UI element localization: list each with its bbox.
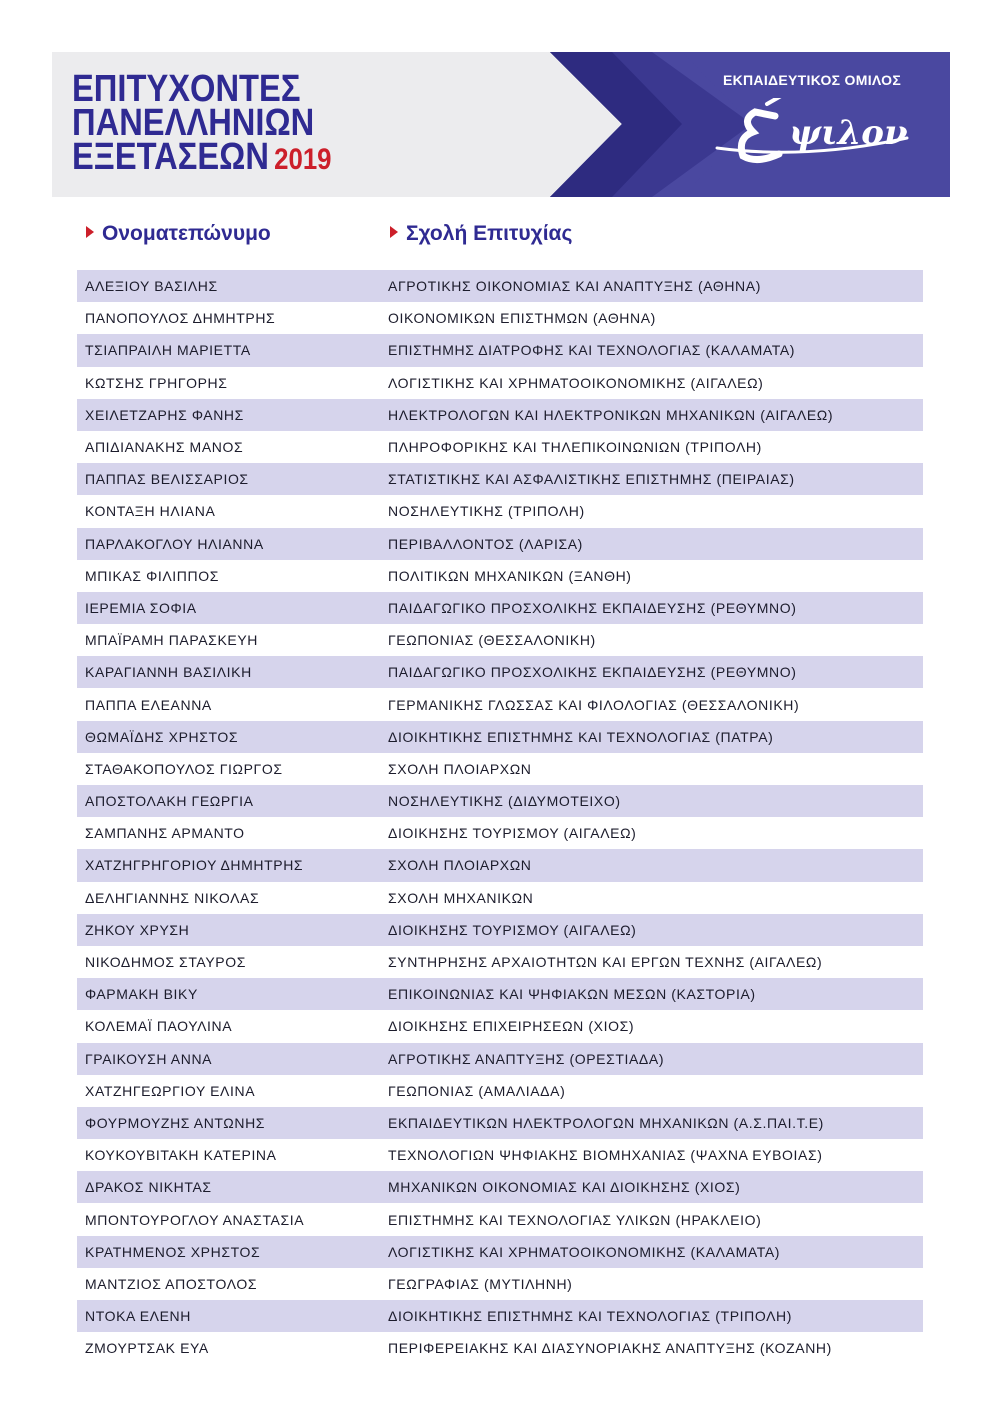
student-name: ΜΠΙΚΑΣ ΦΙΛΙΠΠΟΣ	[85, 567, 219, 584]
student-name: ΓΡΑΙΚΟΥΣΗ ΑΝΝΑ	[85, 1050, 213, 1067]
admitted-school: ΠΟΛΙΤΙΚΩΝ ΜΗΧΑΝΙΚΩΝ (ΞΑΝΘΗ)	[388, 567, 632, 584]
table-row	[77, 785, 923, 817]
column-header-school-label: Σχολή Επιτυχίας	[406, 222, 573, 245]
student-name: ΣΤΑΘΑΚΟΠΟΥΛΟΣ ΓΙΩΡΓΟΣ	[85, 760, 283, 777]
student-name: ΚΟΝΤΑΞΗ ΗΛΙΑΝΑ	[85, 503, 216, 520]
student-name: ΑΠΙΔΙΑΝΑΚΗΣ ΜΑΝΟΣ	[85, 439, 244, 456]
table-row	[77, 1171, 923, 1203]
table-row	[77, 688, 923, 720]
admitted-school: ΠΑΙΔΑΓΩΓΙΚΟ ΠΡΟΣΧΟΛΙΚΗΣ ΕΚΠΑΙΔΕΥΣΗΣ (ΡΕΘΥΜΝΟ)	[388, 664, 797, 681]
table-row	[77, 592, 923, 624]
admitted-school: ΔΙΟΙΚΗΣΗΣ ΕΠΙΧΕΙΡΗΣΕΩΝ (ΧΙΟΣ)	[388, 1018, 635, 1035]
student-name: ΜΠΟΝΤΟΥΡΟΓΛΟΥ ΑΝΑΣΤΑΣΙΑ	[85, 1211, 305, 1228]
admitted-school: ΤΕΧΝΟΛΟΓΙΩΝ ΨΗΦΙΑΚΗΣ ΒΙΟΜΗΧΑΝΙΑΣ (ΨΑΧΝΑ ΕΥΒΟΙΑΣ)	[388, 1147, 823, 1164]
student-name: ΔΕΛΗΓΙΑΝΝΗΣ ΝΙΚΟΛΑΣ	[85, 889, 260, 906]
student-name: ΤΣΙΑΠΡΑΙΛΗ ΜΑΡΙΕΤΤΑ	[85, 342, 251, 359]
student-name: ΠΑΠΠΑ ΕΛΕΑΝΝΑ	[85, 696, 212, 713]
table-row	[77, 270, 923, 302]
table-row	[77, 463, 923, 495]
header-banner	[52, 52, 950, 197]
admitted-school: ΔΙΟΙΚΗΣΗΣ ΤΟΥΡΙΣΜΟΥ (ΑΙΓΑΛΕΩ)	[388, 825, 637, 842]
student-name: ΚΟΛΕΜΑΪ ΠΑΟΥΛΙΝΑ	[85, 1018, 233, 1035]
student-name: ΣΑΜΠΑΝΗΣ ΑΡΜΑΝΤΟ	[85, 825, 245, 842]
title-line-3-text: ΕΞΕΤΑΣΕΩΝ	[72, 136, 269, 178]
student-name: ΖΜΟΥΡΤΣΑΚ ΕΥΑ	[85, 1340, 209, 1357]
admitted-school: ΣΧΟΛΗ ΠΛΟΙΑΡΧΩΝ	[388, 857, 532, 874]
table-row	[77, 721, 923, 753]
admitted-school: ΗΛΕΚΤΡΟΛΟΓΩΝ ΚΑΙ ΗΛΕΚΤΡΟΝΙΚΩΝ ΜΗΧΑΝΙΚΩΝ (ΑΙΓΑΛΕΩ)	[388, 406, 834, 423]
triangle-arrow-icon	[86, 226, 94, 238]
student-name: ΠΑΝΟΠΟΥΛΟΣ ΔΗΜΗΤΡΗΣ	[85, 310, 276, 327]
student-name: ΦΟΥΡΜΟΥΖΗΣ ΑΝΤΩΝΗΣ	[85, 1114, 266, 1131]
student-name: ΘΩΜΑΪΔΗΣ ΧΡΗΣΤΟΣ	[85, 728, 239, 745]
admitted-school: ΕΠΙΣΤΗΜΗΣ ΔΙΑΤΡΟΦΗΣ ΚΑΙ ΤΕΧΝΟΛΟΓΙΑΣ (ΚΑΛΑΜΑΤΑ)	[388, 342, 796, 359]
table-row	[77, 367, 923, 399]
column-header-name	[86, 222, 271, 246]
table-row	[77, 528, 923, 560]
brand-logo	[697, 98, 927, 178]
student-name: ΝΤΟΚΑ ΕΛΕΝΗ	[85, 1308, 191, 1325]
brand-name: ΕΚΠΑΙΔΕΥΤΙΚΟΣ ΟΜΙΛΟΣ	[722, 72, 902, 88]
table-row	[77, 431, 923, 463]
admitted-school: ΔΙΟΙΚΗΤΙΚΗΣ ΕΠΙΣΤΗΜΗΣ ΚΑΙ ΤΕΧΝΟΛΟΓΙΑΣ (ΠΑΤΡΑ)	[388, 728, 774, 745]
student-name: ΦΑΡΜΑΚΗ ΒΙΚΥ	[85, 986, 198, 1003]
column-header-school	[390, 222, 572, 246]
table-row	[77, 882, 923, 914]
table-row	[77, 1236, 923, 1268]
admitted-school: ΠΛΗΡΟΦΟΡΙΚΗΣ ΚΑΙ ΤΗΛΕΠΙΚΟΙΝΩΝΙΩΝ (ΤΡΙΠΟΛΗ)	[388, 439, 762, 456]
admitted-school: ΟΙΚΟΝΟΜΙΚΩΝ ΕΠΙΣΤΗΜΩΝ (ΑΘΗΝΑ)	[388, 310, 656, 327]
student-name: ΧΑΤΖΗΓΕΩΡΓΙΟΥ ΕΛΙΝΑ	[85, 1082, 256, 1099]
admitted-school: ΛΟΓΙΣΤΙΚΗΣ ΚΑΙ ΧΡΗΜΑΤΟΟΙΚΟΝΟΜΙΚΗΣ (ΑΙΓΑΛΕΩ)	[388, 374, 764, 391]
student-name: ΑΛΕΞΙΟΥ ΒΑΣΙΛΗΣ	[85, 278, 218, 295]
admitted-school: ΣΧΟΛΗ ΠΛΟΙΑΡΧΩΝ	[388, 760, 532, 777]
admitted-school: ΔΙΟΙΚΗΣΗΣ ΤΟΥΡΙΣΜΟΥ (ΑΙΓΑΛΕΩ)	[388, 921, 637, 938]
student-name: ΠΑΡΛΑΚΟΓΛΟΥ ΗΛΙΑΝΝΑ	[85, 535, 264, 552]
admitted-school: ΓΕΡΜΑΝΙΚΗΣ ΓΛΩΣΣΑΣ ΚΑΙ ΦΙΛΟΛΟΓΙΑΣ (ΘΕΣΣΑΛΟΝΙΚΗ)	[388, 696, 800, 713]
admitted-school: ΕΚΠΑΙΔΕΥΤΙΚΩΝ ΗΛΕΚΤΡΟΛΟΓΩΝ ΜΗΧΑΝΙΚΩΝ (Α.Σ.ΠΑΙ.Τ.Ε)	[388, 1114, 824, 1131]
table-row	[77, 560, 923, 592]
table-row	[77, 399, 923, 431]
student-name: ΑΠΟΣΤΟΛΑΚΗ ΓΕΩΡΓΙΑ	[85, 793, 254, 810]
brand	[697, 72, 927, 182]
table-row	[77, 1139, 923, 1171]
admitted-school: ΝΟΣΗΛΕΥΤΙΚΗΣ (ΔΙΔΥΜΟΤΕΙΧΟ)	[388, 793, 621, 810]
table-row	[77, 914, 923, 946]
admitted-school: ΕΠΙΣΤΗΜΗΣ ΚΑΙ ΤΕΧΝΟΛΟΓΙΑΣ ΥΛΙΚΩΝ (ΗΡΑΚΛΕΙΟ)	[388, 1211, 762, 1228]
table-row	[77, 1203, 923, 1235]
student-name: ΠΑΠΠΑΣ ΒΕΛΙΣΣΑΡΙΟΣ	[85, 471, 249, 488]
student-name: ΚΩΤΣΗΣ ΓΡΗΓΟΡΗΣ	[85, 374, 228, 391]
triangle-arrow-icon	[390, 226, 398, 238]
admitted-school: ΓΕΩΓΡΑΦΙΑΣ (ΜΥΤΙΛΗΝΗ)	[388, 1275, 573, 1292]
student-name: ΧΕΙΛΕΤΖΑΡΗΣ ΦΑΝΗΣ	[85, 406, 244, 423]
admitted-school: ΑΓΡΟΤΙΚΗΣ ΟΙΚΟΝΟΜΙΑΣ ΚΑΙ ΑΝΑΠΤΥΞΗΣ (ΑΘΗΝΑ)	[388, 278, 761, 295]
results-table	[77, 270, 923, 1364]
student-name: ΖΗΚΟΥ ΧΡΥΣΗ	[85, 921, 190, 938]
title-year: 2019	[274, 143, 332, 176]
table-row	[77, 978, 923, 1010]
student-name: ΜΠΑΪΡΑΜΗ ΠΑΡΑΣΚΕΥΗ	[85, 632, 258, 649]
admitted-school: ΠΕΡΙΦΕΡΕΙΑΚΗΣ ΚΑΙ ΔΙΑΣΥΝΟΡΙΑΚΗΣ ΑΝΑΠΤΥΞΗΣ (ΚΟΖΑΝΗ)	[388, 1340, 832, 1357]
admitted-school: ΠΑΙΔΑΓΩΓΙΚΟ ΠΡΟΣΧΟΛΙΚΗΣ ΕΚΠΑΙΔΕΥΣΗΣ (ΡΕΘΥΜΝΟ)	[388, 599, 797, 616]
title-line-1: ΕΠΙΤΥΧΟΝΤΕΣ	[72, 68, 301, 110]
table-row	[77, 946, 923, 978]
table-row	[77, 1332, 923, 1364]
page-title	[72, 68, 452, 178]
table-row	[77, 1300, 923, 1332]
table-row	[77, 1107, 923, 1139]
admitted-school: ΕΠΙΚΟΙΝΩΝΙΑΣ ΚΑΙ ΨΗΦΙΑΚΩΝ ΜΕΣΩΝ (ΚΑΣΤΟΡΙΑ)	[388, 986, 756, 1003]
table-row	[77, 1075, 923, 1107]
admitted-school: ΓΕΩΠΟΝΙΑΣ (ΘΕΣΣΑΛΟΝΙΚΗ)	[388, 632, 596, 649]
admitted-school: ΣΥΝΤΗΡΗΣΗΣ ΑΡΧΑΙΟΤΗΤΩΝ ΚΑΙ ΕΡΓΩΝ ΤΕΧΝΗΣ (ΑΙΓΑΛΕΩ)	[388, 954, 823, 971]
admitted-school: ΠΕΡΙΒΑΛΛΟΝΤΟΣ (ΛΑΡΙΣΑ)	[388, 535, 583, 552]
admitted-school: ΔΙΟΙΚΗΤΙΚΗΣ ΕΠΙΣΤΗΜΗΣ ΚΑΙ ΤΕΧΝΟΛΟΓΙΑΣ (ΤΡΙΠΟΛΗ)	[388, 1308, 792, 1325]
student-name: ΧΑΤΖΗΓΡΗΓΟΡΙΟΥ ΔΗΜΗΤΡΗΣ	[85, 857, 304, 874]
student-name: ΙΕΡΕΜΙΑ ΣΟΦΙΑ	[85, 599, 197, 616]
table-row	[77, 1010, 923, 1042]
student-name: ΝΙΚΟΔΗΜΟΣ ΣΤΑΥΡΟΣ	[85, 954, 246, 971]
student-name: ΚΟΥΚΟΥΒΙΤΑΚΗ ΚΑΤΕΡΙΝΑ	[85, 1147, 277, 1164]
admitted-school: ΑΓΡΟΤΙΚΗΣ ΑΝΑΠΤΥΞΗΣ (ΟΡΕΣΤΙΑΔΑ)	[388, 1050, 665, 1067]
student-name: ΚΡΑΤΗΜΕΝΟΣ ΧΡΗΣΤΟΣ	[85, 1243, 261, 1260]
admitted-school: ΛΟΓΙΣΤΙΚΗΣ ΚΑΙ ΧΡΗΜΑΤΟΟΙΚΟΝΟΜΙΚΗΣ (ΚΑΛΑΜΑΤΑ)	[388, 1243, 781, 1260]
title-line-2: ΠΑΝΕΛΛΗΝΙΩΝ	[72, 102, 315, 144]
admitted-school: ΜΗΧΑΝΙΚΩΝ ΟΙΚΟΝΟΜΙΑΣ ΚΑΙ ΔΙΟΙΚΗΣΗΣ (ΧΙΟΣ)	[388, 1179, 741, 1196]
table-row	[77, 495, 923, 527]
table-row	[77, 334, 923, 366]
student-name: ΚΑΡΑΓΙΑΝΝΗ ΒΑΣΙΛΙΚΗ	[85, 664, 252, 681]
table-row	[77, 1268, 923, 1300]
column-header-name-label: Ονοματεπώνυμο	[102, 222, 271, 245]
table-row	[77, 624, 923, 656]
admitted-school: ΣΤΑΤΙΣΤΙΚΗΣ ΚΑΙ ΑΣΦΑΛΙΣΤΙΚΗΣ ΕΠΙΣΤΗΜΗΣ (ΠΕΙΡΑΙΑΣ)	[388, 471, 795, 488]
logo-lettering: ψιλον	[789, 113, 908, 153]
table-row	[77, 302, 923, 334]
admitted-school: ΝΟΣΗΛΕΥΤΙΚΗΣ (ΤΡΙΠΟΛΗ)	[388, 503, 585, 520]
table-row	[77, 817, 923, 849]
admitted-school: ΓΕΩΠΟΝΙΑΣ (ΑΜΑΛΙΑΔΑ)	[388, 1082, 566, 1099]
table-row	[77, 656, 923, 688]
title-line-3	[72, 136, 399, 178]
student-name: ΔΡΑΚΟΣ ΝΙΚΗΤΑΣ	[85, 1179, 212, 1196]
admitted-school: ΣΧΟΛΗ ΜΗΧΑΝΙΚΩΝ	[388, 889, 534, 906]
table-row	[77, 1043, 923, 1075]
table-row	[77, 849, 923, 881]
student-name: ΜΑΝΤΖΙΟΣ ΑΠΟΣΤΟΛΟΣ	[85, 1275, 258, 1292]
table-row	[77, 753, 923, 785]
